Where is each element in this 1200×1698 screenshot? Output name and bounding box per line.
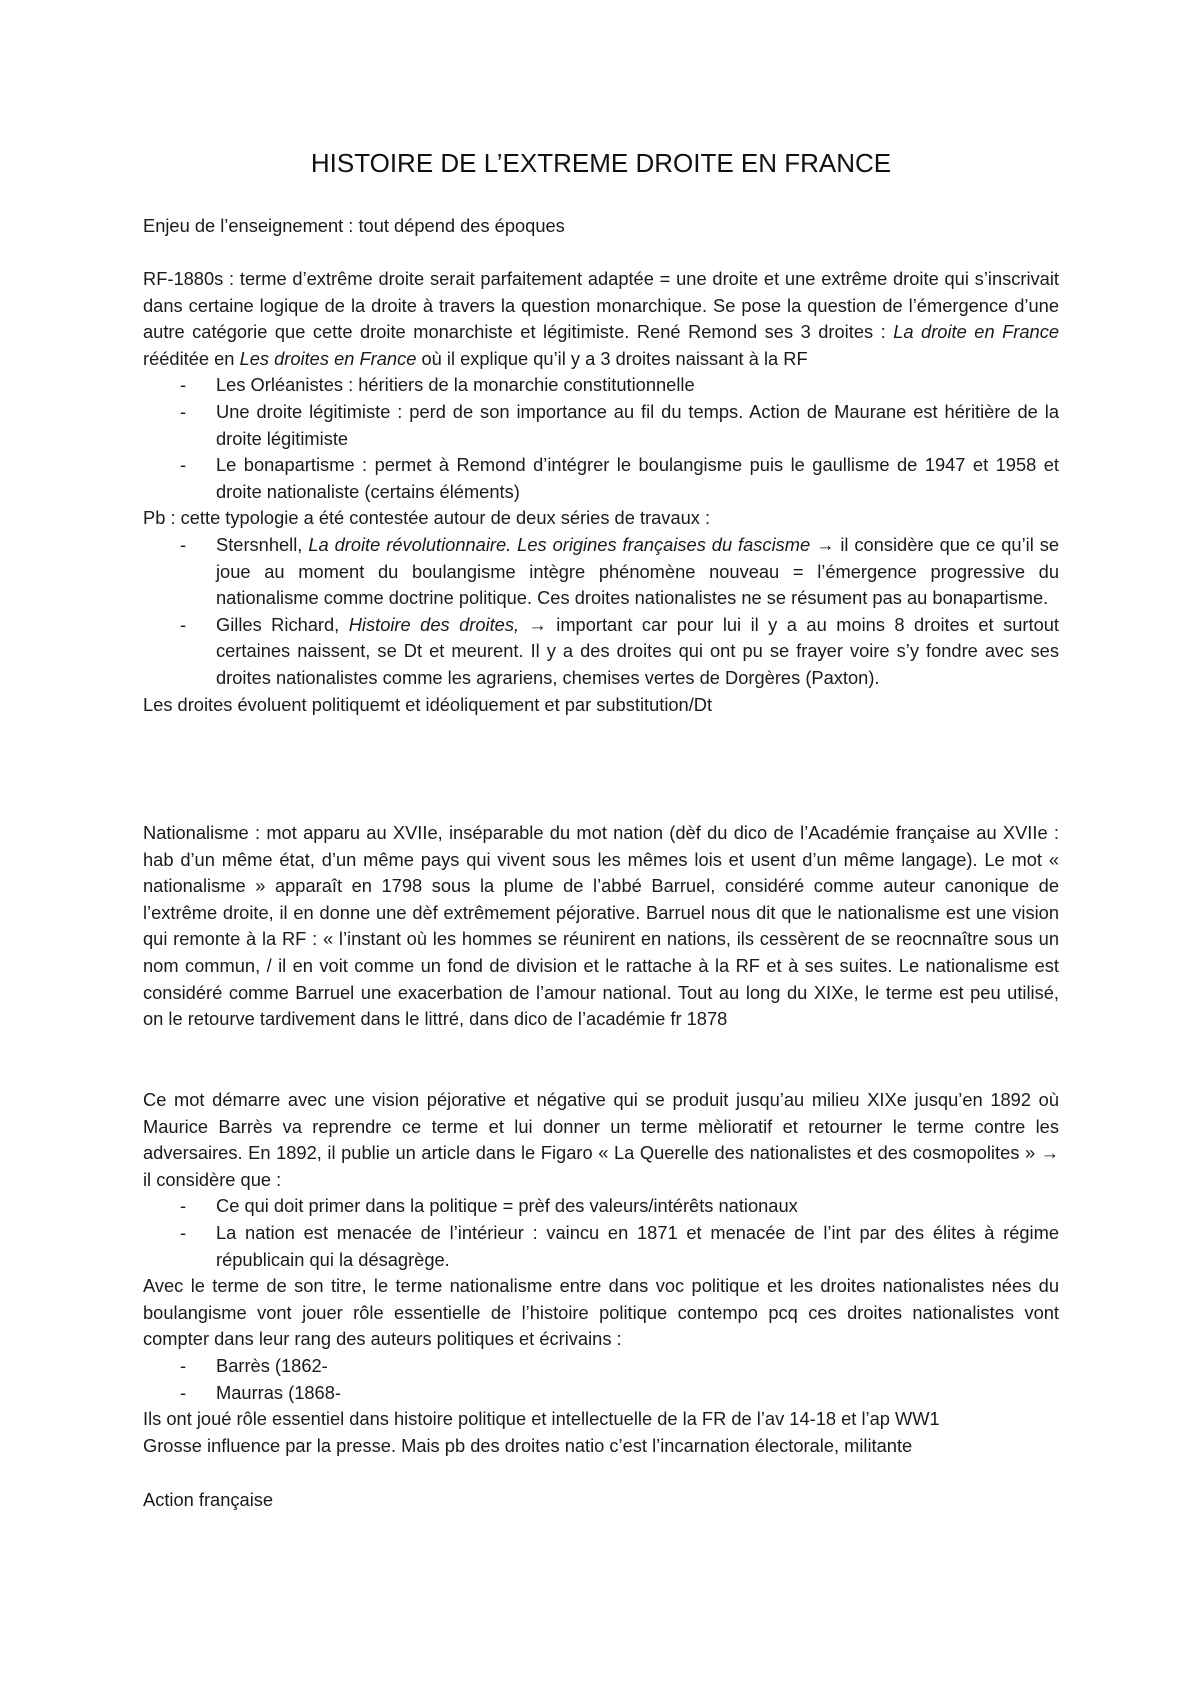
section-three-droites xyxy=(143,266,1059,718)
book-title-droites-en-france: Les droites en France xyxy=(239,347,417,369)
paragraph-droites-evoluent: Les droites évoluent politiquemt et idéoliquement et par substitution/Dt xyxy=(143,693,713,715)
paragraph-remond: RF-1880s : terme d’extrême droite serait parfaitement adaptée = une droite et une extrême droite qui s’inscrivait dans certaine logique de la droite à travers la question monarchique. Se pose la question de l’émergence d’une autre catégorie que cette droite monarchiste et légitimiste. René Remond ses 3 droites : La droite en France rééditée en Les droites en France où il explique qu’il y a 3 droites naissant à la RF xyxy=(143,268,1059,369)
paragraph-barres: Ce mot démarre avec une vision péjorative et négative qui se produit jusqu’au milieu XIXe jusqu’en 1892 où Maurice Barrès va reprendre ce terme et lui donner un terme mèlioratif et retourner le terme contre les adversaires. En 1892, il publie un article dans le Figaro « La Querelle des nationalistes et des cosmopolites » → il considère que : xyxy=(143,1089,1059,1190)
paragraph-presse: Grosse influence par la presse. Mais pb des droites natio c’est l’incarnation électorale, militante xyxy=(143,1434,913,1456)
section-heading-action-francaise: Action française xyxy=(143,1489,274,1510)
paragraph-pb: Pb : cette typologie a été contestée autour de deux séries de travaux : xyxy=(143,507,711,529)
list-barres xyxy=(143,1193,1059,1273)
list-item: - Barrès (1862- xyxy=(143,1353,1059,1380)
list-item: - Gilles Richard, Histoire des droites, → important car pour lui il y a au moins 8 droites et surtout certaines naissent, se Dt et meurent. Il y a des droites qui ont pu se frayer voire s’y fondre avec ses droites nationalistes comme les agrariens, chemises vertes de Dorgères (Paxton). xyxy=(143,612,1059,692)
list-travaux xyxy=(143,532,1059,692)
page-title: HISTOIRE DE L’EXTREME DROITE EN FRANCE xyxy=(310,148,892,178)
list-item: - La nation est menacée de l’intérieur : vaincu en 1871 et menacée de l’int par des élites à régime républicain qui la désagrège. xyxy=(143,1220,1059,1273)
list-item: - Stersnhell, La droite révolutionnaire. Les origines françaises du fascisme → il considère que ce qu’il se joue au moment du boulangisme intègre phénomène nouveau = l’émergence progressive du nationalisme comme doctrine politique. Ces droites nationalistes ne se résument pas au bonapartisme. xyxy=(143,532,1059,612)
list-item: - Les Orléanistes : héritiers de la monarchie constitutionnelle xyxy=(143,372,1059,399)
book-title-droite-en-france: La droite en France xyxy=(893,321,1059,343)
book-title-richard: Histoire des droites, xyxy=(348,613,520,635)
intro-line: Enjeu de l’enseignement : tout dépend des époques xyxy=(143,215,565,236)
list-three-droites xyxy=(143,372,1059,505)
list-item: - Une droite légitimiste : perd de son importance au fil du temps. Action de Maurane est héritière de la droite légitimiste xyxy=(143,399,1059,452)
paragraph-nationalisme: Nationalisme : mot apparu au XVIIe, inséparable du mot nation (dèf du dico de l’Académie française au XVIIe : hab d’un même état, d’un même pays qui vivent sous les mêmes lois et usent d’un même langage). Le mot « nationalisme » apparaît en 1798 sous la plume de l’abbé Barruel, considéré comme auteur canonique de l’extrême droite, il en donne une dèf extrêmement péjorative. Barruel nous dit que le nationalisme est une vision qui remonte à la RF : « l’instant où les hommes se réunirent en nations, ils cessèrent de se reocnnaître sous un nom commun, / il en voit comme un fond de division et le rattache à la RF et à ses suites. Le nationalisme est considéré comme Barruel une exacerbation de l’amour national. Tout au long du XIXe, le terme est peu utilisé, on le retourve tardivement dans le littré, dans dico de l’académie fr 1878 xyxy=(143,822,1059,1030)
list-auteurs xyxy=(143,1353,1059,1406)
list-item: - Maurras (1868- xyxy=(143,1380,1059,1407)
paragraph-role-essentiel: Ils ont joué rôle essentiel dans histoire politique et intellectuelle de la FR de l’av 14-18 et l’ap WW1 xyxy=(143,1408,940,1430)
list-item: - Ce qui doit primer dans la politique = prèf des valeurs/intérêts nationaux xyxy=(143,1193,1059,1220)
paragraph-remond-text: RF-1880s : terme d’extrême droite serait parfaitement adaptée = une droite et une extrême droite qui s’inscrivait dans certaine logique de la droite à travers la question monarchique. Se pose la question de l’émergence d’une autre catégorie que cette droite monarchiste et légitimiste. René Remond ses 3 droites : xyxy=(143,268,1059,343)
book-title-sternhell: La droite révolutionnaire. Les origines françaises du fascisme xyxy=(308,533,811,555)
paragraph-terme-titre: Avec le terme de son titre, le terme nationalisme entre dans voc politique et les droites nationalistes nées du boulangisme vont jouer rôle essentielle de l’histoire politique contempo pcq ces droites nationalistes vont compter dans leur rang des auteurs politiques et écrivains : xyxy=(143,1275,1059,1350)
section-barres xyxy=(143,1087,1059,1459)
list-item: - Le bonapartisme : permet à Remond d’intégrer le boulangisme puis le gaullisme de 1947 et 1958 et droite nationaliste (certains éléments) xyxy=(143,452,1059,505)
